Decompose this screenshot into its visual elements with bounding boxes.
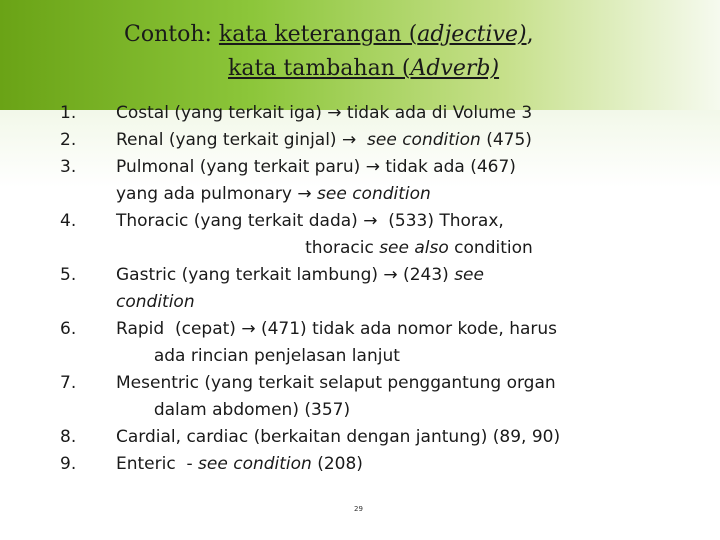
italic-segment: condition [116,292,195,312]
list-item-line [0,425,720,450]
arrow-right-icon: → [297,184,312,204]
text-segment: Costal (yang terkait iga) [116,103,328,123]
list-item-number: 7. [60,373,77,393]
title-link-2 [228,56,499,81]
text-segment: Thoracic (yang terkait dada) [116,211,364,231]
list-item-line [0,128,720,153]
title-link-2-italic: Adverb) [410,56,500,81]
text-segment: Pulmonal (yang terkait paru) [116,157,366,177]
text-segment: condition [448,238,533,258]
list-item-text [116,236,533,261]
arrow-right-icon: → [365,157,380,177]
text-segment: thoracic [116,238,380,258]
list-item-text [116,209,504,234]
list-item-line [0,182,720,207]
text-segment: tidak ada (467) [379,157,516,177]
page-number: 29 [354,505,363,513]
italic-segment: see condition [317,184,431,204]
text-segment: Enteric - [116,454,199,474]
arrow-right-icon: → [327,103,342,123]
list-item-line [0,371,720,396]
text-segment: Gastric (yang terkait lambung) [116,265,384,285]
title-link-1-text: kata keterangan ( [218,22,418,47]
list-item-text [116,263,484,288]
text-segment: tidak ada di Volume 3 [341,103,533,123]
text-segment: (243) [397,265,455,285]
list-item-text [116,371,556,396]
text-segment: dalam abdomen) (357) [116,400,351,420]
list-item-line [0,317,720,342]
title-suffix: , [526,22,534,47]
title-link-1-italic: adjective) [417,22,527,47]
list-item-number: 4. [60,211,77,231]
list-item-line [0,101,720,126]
list-item-line [0,236,720,261]
list-item-number: 2. [60,130,77,150]
arrow-right-icon: → [341,130,357,150]
italic-segment: see condition [198,454,312,474]
title-line-1 [124,22,534,47]
list-item-number: 9. [60,454,77,474]
arrow-right-icon: → [383,265,398,285]
list-item-text [116,101,532,126]
list-item-line [0,398,720,423]
header-gradient [0,0,720,110]
text-segment: Mesentric (yang terkait selaput penggantung organ [116,373,556,393]
list-item-text [116,128,532,153]
italic-segment: see condition [367,130,481,150]
text-segment: Cardial, cardiac (berkaitan dengan jantung) (89, 90) [116,427,561,447]
text-segment: Rapid (cepat) [116,319,242,339]
list-item-number: 6. [60,319,77,339]
arrow-right-icon: → [241,319,256,339]
list-item-line [0,452,720,477]
list-item-text [116,425,560,450]
list-item-text [116,317,557,342]
italic-segment: see also [379,238,449,258]
text-segment: (533) Thorax, [377,211,504,231]
list-item-number: 1. [60,103,77,123]
list-item-text [116,182,431,207]
list-item-text [116,344,400,369]
arrow-right-icon: → [363,211,378,231]
title-prefix: Contoh: [124,22,219,47]
text-segment: (475) [480,130,532,150]
list-item-text [116,398,350,423]
title-link-2-text: kata tambahan ( [228,56,411,81]
list-item-number: 3. [60,157,77,177]
list-item-text [116,452,363,477]
text-segment: yang ada pulmonary [116,184,298,204]
list-item-line [0,209,720,234]
italic-segment: see [454,265,484,285]
text-segment: ada rincian penjelasan lanjut [116,346,400,366]
text-segment: Renal (yang terkait ginjal) [116,130,342,150]
text-segment [356,130,367,150]
list-item-text [116,155,516,180]
list-item-number: 8. [60,427,77,447]
list-item-line [0,263,720,288]
list-item-number: 5. [60,265,77,285]
title-link-1 [219,22,527,47]
list-item-text [116,290,195,315]
list-item-line [0,344,720,369]
text-segment: (208) [311,454,363,474]
list-item-line [0,155,720,180]
list-item-line [0,290,720,315]
title-line-2 [228,56,499,81]
text-segment: (471) tidak ada nomor kode, harus [255,319,558,339]
